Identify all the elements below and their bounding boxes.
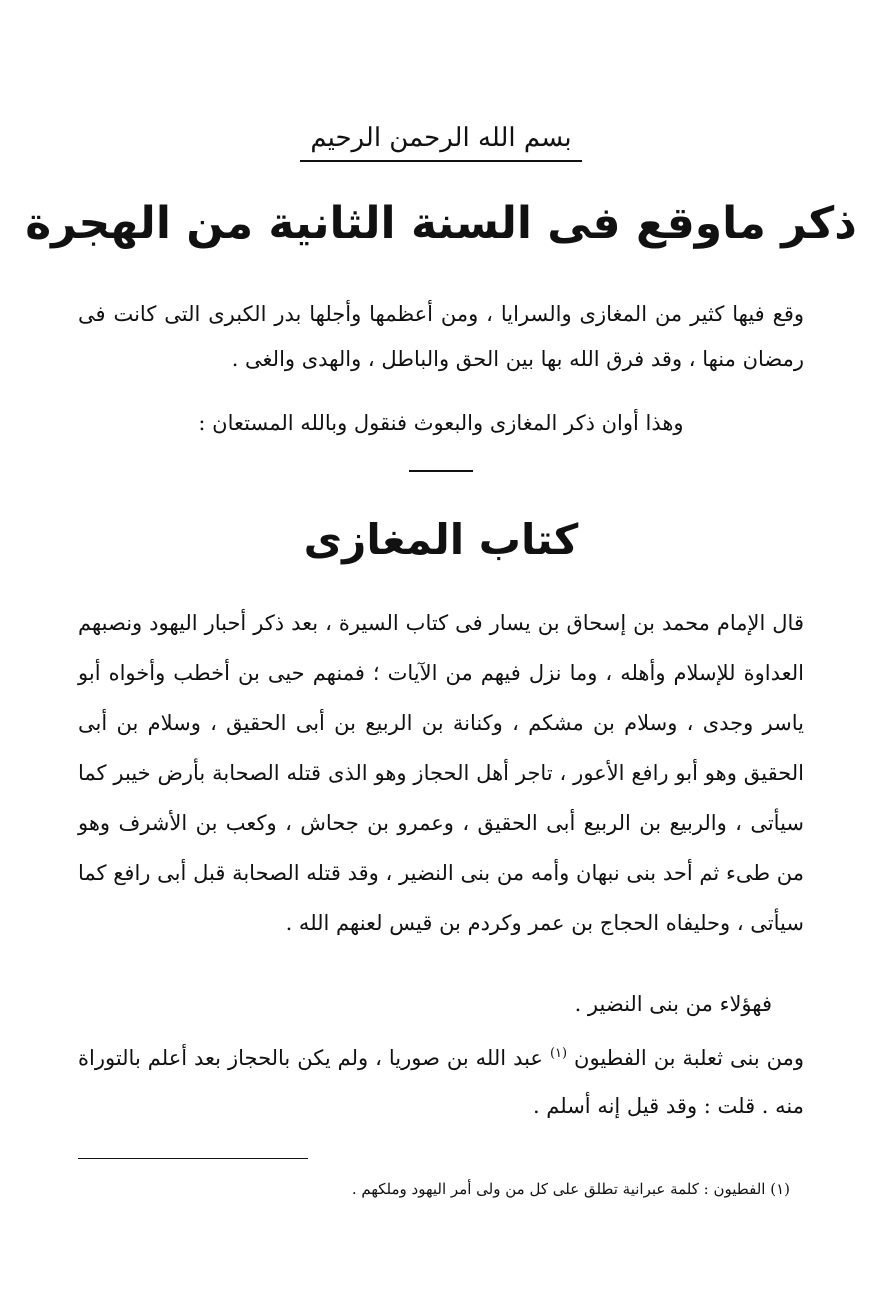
chapter-title: ذكر ماوقع فى السنة الثانية من الهجرة bbox=[25, 198, 857, 249]
intro-paragraph: وقع فيها كثير من المغازى والسرايا ، ومن أعظمها وأجلها بدر الكبرى التى كانت فى رمضان منها ، وقد فرق الله بها بين الحق والباطل ، والهدى والغى . bbox=[78, 302, 804, 371]
thaalaba-text-before: ومن بنى ثعلبة بن الفطيون bbox=[574, 1046, 804, 1070]
banu-thaalaba-paragraph bbox=[78, 1034, 804, 1130]
intro-closing-line: وهذا أوان ذكر المغازى والبعوث فنقول وبالله المستعان : bbox=[198, 411, 684, 435]
footnote-separator bbox=[78, 1158, 308, 1159]
footnote bbox=[78, 1174, 790, 1204]
thaalaba-text-after: عبد الله بن صوريا ، ولم يكن بالحجاز بعد أعلم بالتوراة منه . قلت : وقد قيل إنه أسلم . bbox=[78, 1046, 804, 1118]
footnote-reference[interactable]: (١) bbox=[549, 1046, 568, 1061]
footnote-text: الفطيون : كلمة عبرانية تطلق على كل من ولى أمر اليهود وملكهم . bbox=[351, 1180, 766, 1198]
book-title: كتاب المغازى bbox=[303, 515, 579, 564]
basmala-heading bbox=[0, 118, 882, 162]
footnote-marker: (١) bbox=[770, 1180, 790, 1198]
section-divider bbox=[409, 470, 473, 472]
banu-nadir-line: فهؤلاء من بنى النضير . bbox=[574, 992, 772, 1016]
main-paragraph: قال الإمام محمد بن إسحاق بن يسار فى كتاب السيرة ، بعد ذكر أحبار اليهود ونصبهم العداوة للإسلام وأهله ، وما نزل فيهم من الآيات ؛ فمنهم حيى بن أخطب وأخواه أبو ياسر وجدى ، وسلام بن مشكم ، وكنانة بن الربيع بن أبى الحقيق ، وسلام بن أبى الحقيق وهو أبو رافع الأعور ، تاجر أهل الحجاز وهو الذى قتله الصحابة بأرض خيبر كما سيأتى ، والربيع بن الربيع أبى الحقيق ، وعمرو بن جحاش ، وكعب بن الأشرف وهو من طىء ثم أحد بنى نبهان وأمه من بنى النضير ، وقد قتله الصحابة قبل أبى رافع كما سيأتى ، وحليفاه الحجاج بن عمر وكردم بن قيس لعنهم الله . bbox=[78, 611, 804, 935]
basmala-text: بسم الله الرحمن الرحيم bbox=[300, 118, 581, 162]
